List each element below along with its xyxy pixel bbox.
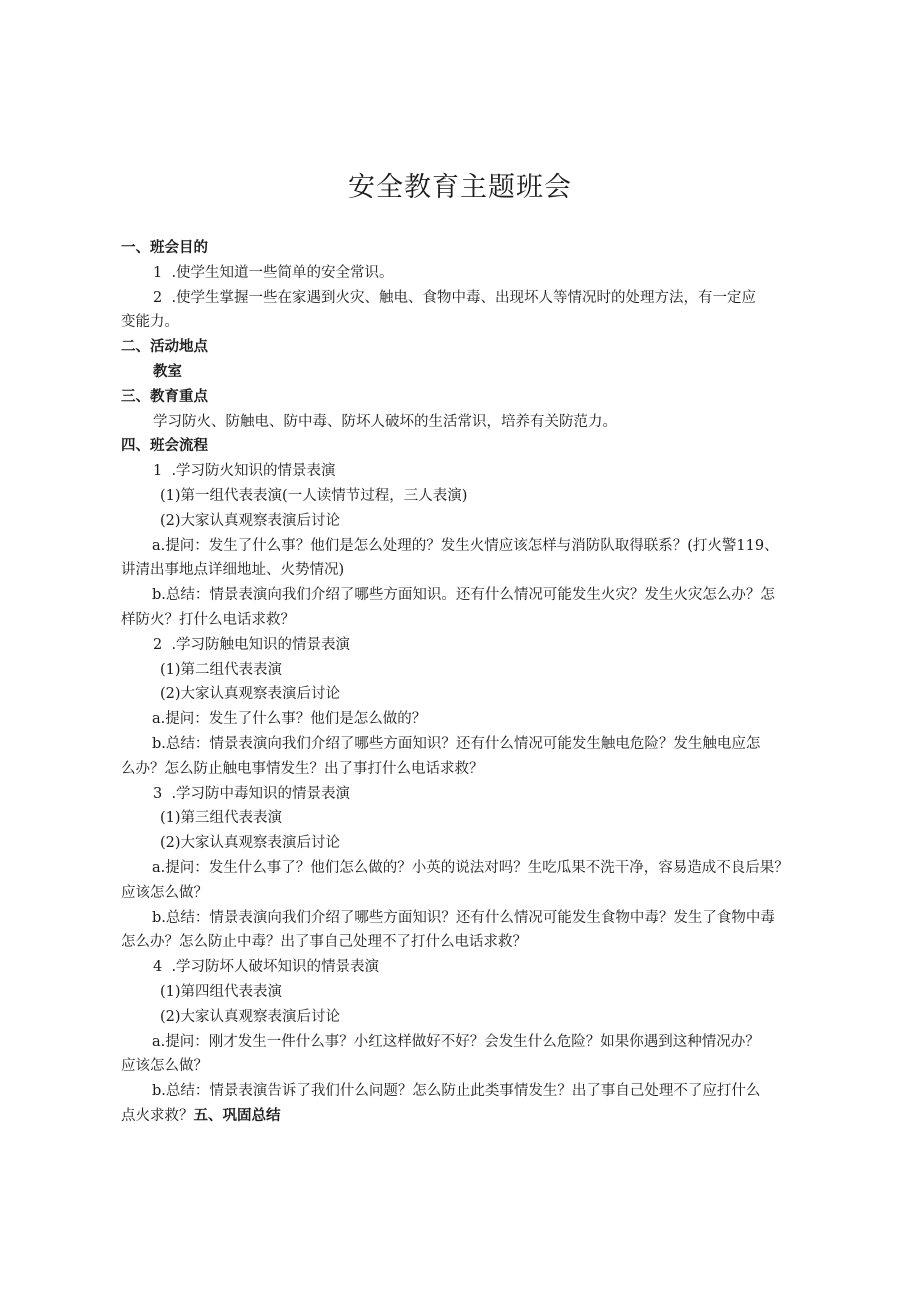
process-4-title: 4 .学习防坏人破坏知识的情景表演 xyxy=(153,959,380,976)
process-1-step-2: (2)大家认真观察表演后讨论 xyxy=(160,512,341,529)
process-2-summary-line-2: 么办？怎么防止触电事情发生？出了事打什么电话求救？ xyxy=(121,760,484,777)
process-3-title: 3 .学习防中毒知识的情景表演 xyxy=(153,785,351,802)
process-3-question-line-2: 应该怎么做？ xyxy=(121,884,208,901)
focus-text: 学习防火、防触电、防中毒、防坏人破坏的生活常识，培养有关防范力。 xyxy=(153,413,617,430)
process-3-step-2: (2)大家认真观察表演后讨论 xyxy=(160,835,341,852)
process-3-summary-line-2: 怎么办？怎么防止中毒？出了事自己处理不了打什么电话求救？ xyxy=(121,934,527,951)
purpose-item-2-line-2: 变能力。 xyxy=(121,314,179,331)
process-4-summary-line-1: b.总结：情景表演告诉了我们什么问题？怎么防止此类事情发生？出了事自己处理不了应打什么 xyxy=(152,1083,761,1100)
process-4-question-line-2: 应该怎么做？ xyxy=(121,1058,208,1075)
section-heading-process: 四、班会流程 xyxy=(121,438,208,455)
location-text: 教室 xyxy=(153,363,182,380)
section-heading-location: 二、活动地点 xyxy=(121,339,208,356)
section-heading-purpose: 一、班会目的 xyxy=(121,240,208,256)
process-1-summary-line-1: b.总结：情景表演向我们介绍了哪些方面知识。还有什么情况可能发生火灾？发生火灾怎么办？怎 xyxy=(152,587,775,604)
process-1-summary-line-2: 样防火？打什么电话求救？ xyxy=(121,611,295,628)
page-title: 安全教育主题班会 xyxy=(348,172,572,203)
purpose-item-1: 1 .使学生知道一些简单的安全常识。 xyxy=(153,264,394,281)
process-2-step-2: (2)大家认真观察表演后讨论 xyxy=(160,686,341,703)
process-4-summary-line-2-row xyxy=(121,1104,821,1129)
process-2-step-1: (1)第二组代表表演 xyxy=(160,661,283,678)
process-2-summary-line-1: b.总结：情景表演向我们介绍了哪些方面知识？还有什么情况可能发生触电危险？发生触电应怎 xyxy=(152,735,761,752)
section-heading-summary: 五、巩固总结 xyxy=(193,1107,281,1124)
section-heading-focus: 三、教育重点 xyxy=(121,388,208,405)
process-1-question-line-2: 讲清出事地点详细地址、火势情况) xyxy=(121,562,345,579)
process-3-step-1: (1)第三组代表表演 xyxy=(160,810,283,827)
process-3-question-line-1: a.提问：发生什么事了？他们怎么做的？小英的说法对吗？生吃瓜果不洗干净，容易造成不良后果？ xyxy=(152,859,789,876)
process-2-question-line-1: a.提问：发生了什么事？他们是怎么做的？ xyxy=(152,711,427,728)
process-1-title: 1 .学习防火知识的情景表演 xyxy=(153,463,336,480)
process-4-step-1: (1)第四组代表表演 xyxy=(160,983,283,1000)
process-1-question-line-1: a.提问：发生了什么事？他们是怎么处理的？发生火情应该怎样与消防队取得联系？(打火警119、 xyxy=(152,537,779,554)
purpose-item-2-line-1: 2 .使学生掌握一些在家遇到火灾、触电、食物中毒、出现坏人等情况时的处理方法，有一定应 xyxy=(153,289,757,306)
process-2-title: 2 .学习防触电知识的情景表演 xyxy=(153,636,351,653)
document-body xyxy=(121,236,821,1129)
process-1-step-1: (1)第一组代表表演(一人读情节过程，三人表演) xyxy=(160,487,468,504)
process-3-summary-line-1: b.总结：情景表演向我们介绍了哪些方面知识？还有什么情况可能发生食物中毒？发生了食物中毒 xyxy=(152,909,775,926)
process-4-step-2: (2)大家认真观察表演后讨论 xyxy=(160,1008,341,1025)
process-4-question-line-1: a.提问：刚才发生一件什么事？小红这样做好不好？会发生什么危险？如果你遇到这种情况办？ xyxy=(152,1033,760,1050)
process-4-summary-line-2: 点火求救？ xyxy=(121,1107,194,1124)
